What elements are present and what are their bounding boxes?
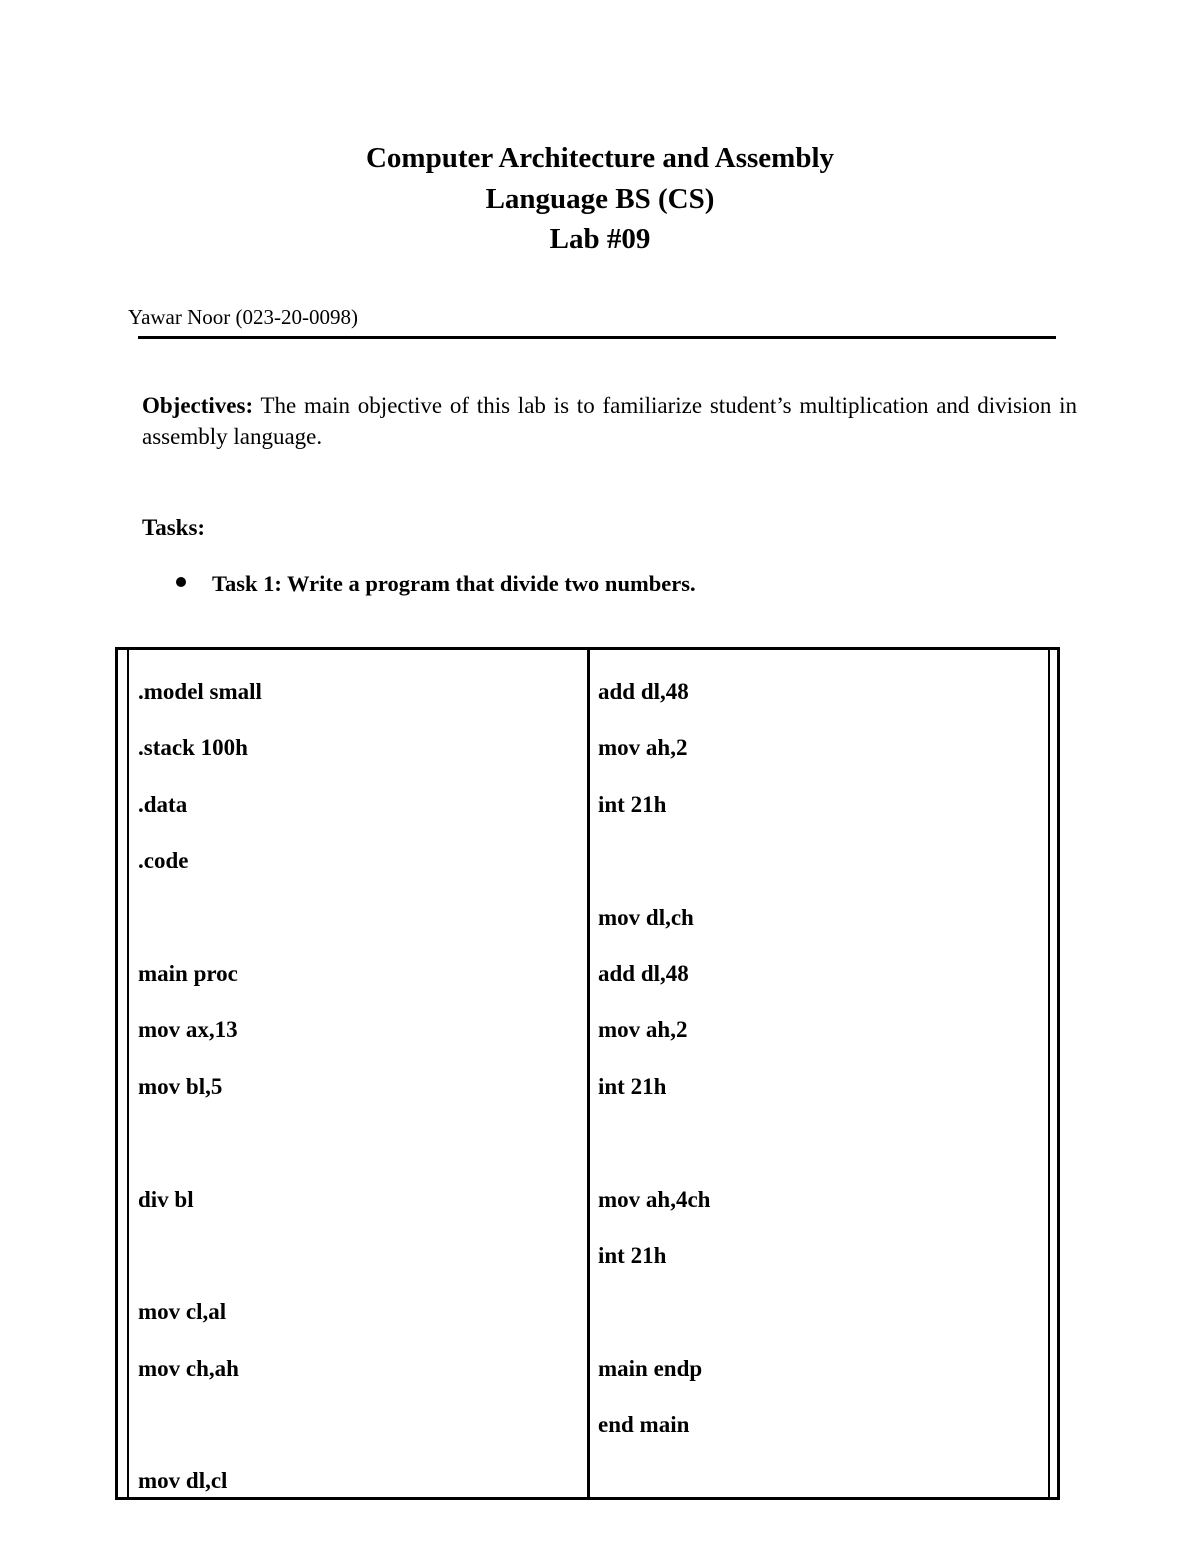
author-line: Yawar Noor (023-20-0098) <box>128 305 358 329</box>
objectives-text: The main objective of this lab is to familiarize student’s multiplication and division in assembly language. <box>142 393 1077 449</box>
code-line: .data <box>138 791 188 817</box>
code-line <box>598 1292 710 1348</box>
code-line: int 21h <box>598 1073 667 1099</box>
code-line: div bl <box>138 1186 194 1212</box>
code-line: .code <box>138 848 189 874</box>
code-line: mov ah,2 <box>598 735 688 761</box>
objectives-paragraph <box>142 390 1077 452</box>
code-line <box>598 1123 710 1179</box>
code-line: add dl,48 <box>598 960 689 986</box>
code-line <box>138 898 262 954</box>
table-column-divider <box>587 650 590 1497</box>
bullet-icon <box>176 577 186 587</box>
tasks-heading: Tasks: <box>142 515 206 540</box>
code-column-right <box>598 672 710 1518</box>
code-line: mov ah,2 <box>598 1017 688 1043</box>
code-line: mov dl,cl <box>138 1468 228 1494</box>
title-line-1: Computer Architecture and Assembly <box>365 142 835 174</box>
task-1-text: Task 1: Write a program that divide two numbers. <box>212 571 696 596</box>
code-line <box>138 1123 262 1179</box>
task-list-item <box>172 569 696 599</box>
code-line: .model small <box>138 679 262 704</box>
document-title <box>0 138 1200 260</box>
code-line: main proc <box>138 960 238 986</box>
table-inner-right-border <box>1048 650 1050 1497</box>
code-line: mov dl,ch <box>598 904 694 930</box>
title-line-3: Lab #09 <box>549 223 651 255</box>
code-line: end main <box>598 1412 690 1438</box>
objectives-label: Objectives: <box>142 393 254 418</box>
code-line <box>598 1461 710 1517</box>
code-line: mov cl,al <box>138 1299 227 1325</box>
code-line: mov ch,ah <box>138 1355 239 1381</box>
code-line <box>138 1405 262 1461</box>
code-column-left <box>138 672 262 1518</box>
code-line: int 21h <box>598 1242 667 1268</box>
code-line: mov ah,4ch <box>598 1186 711 1212</box>
table-inner-left-border <box>127 650 129 1497</box>
code-line: int 21h <box>598 791 667 817</box>
code-line: add dl,48 <box>598 679 689 704</box>
code-line <box>138 1236 262 1292</box>
code-line <box>598 841 710 897</box>
code-line: mov bl,5 <box>138 1073 223 1099</box>
code-line: main endp <box>598 1355 703 1381</box>
code-line: mov ax,13 <box>138 1017 238 1043</box>
code-line: .stack 100h <box>138 735 248 761</box>
title-line-2: Language BS (CS) <box>485 182 715 215</box>
author-underline <box>138 336 1056 339</box>
